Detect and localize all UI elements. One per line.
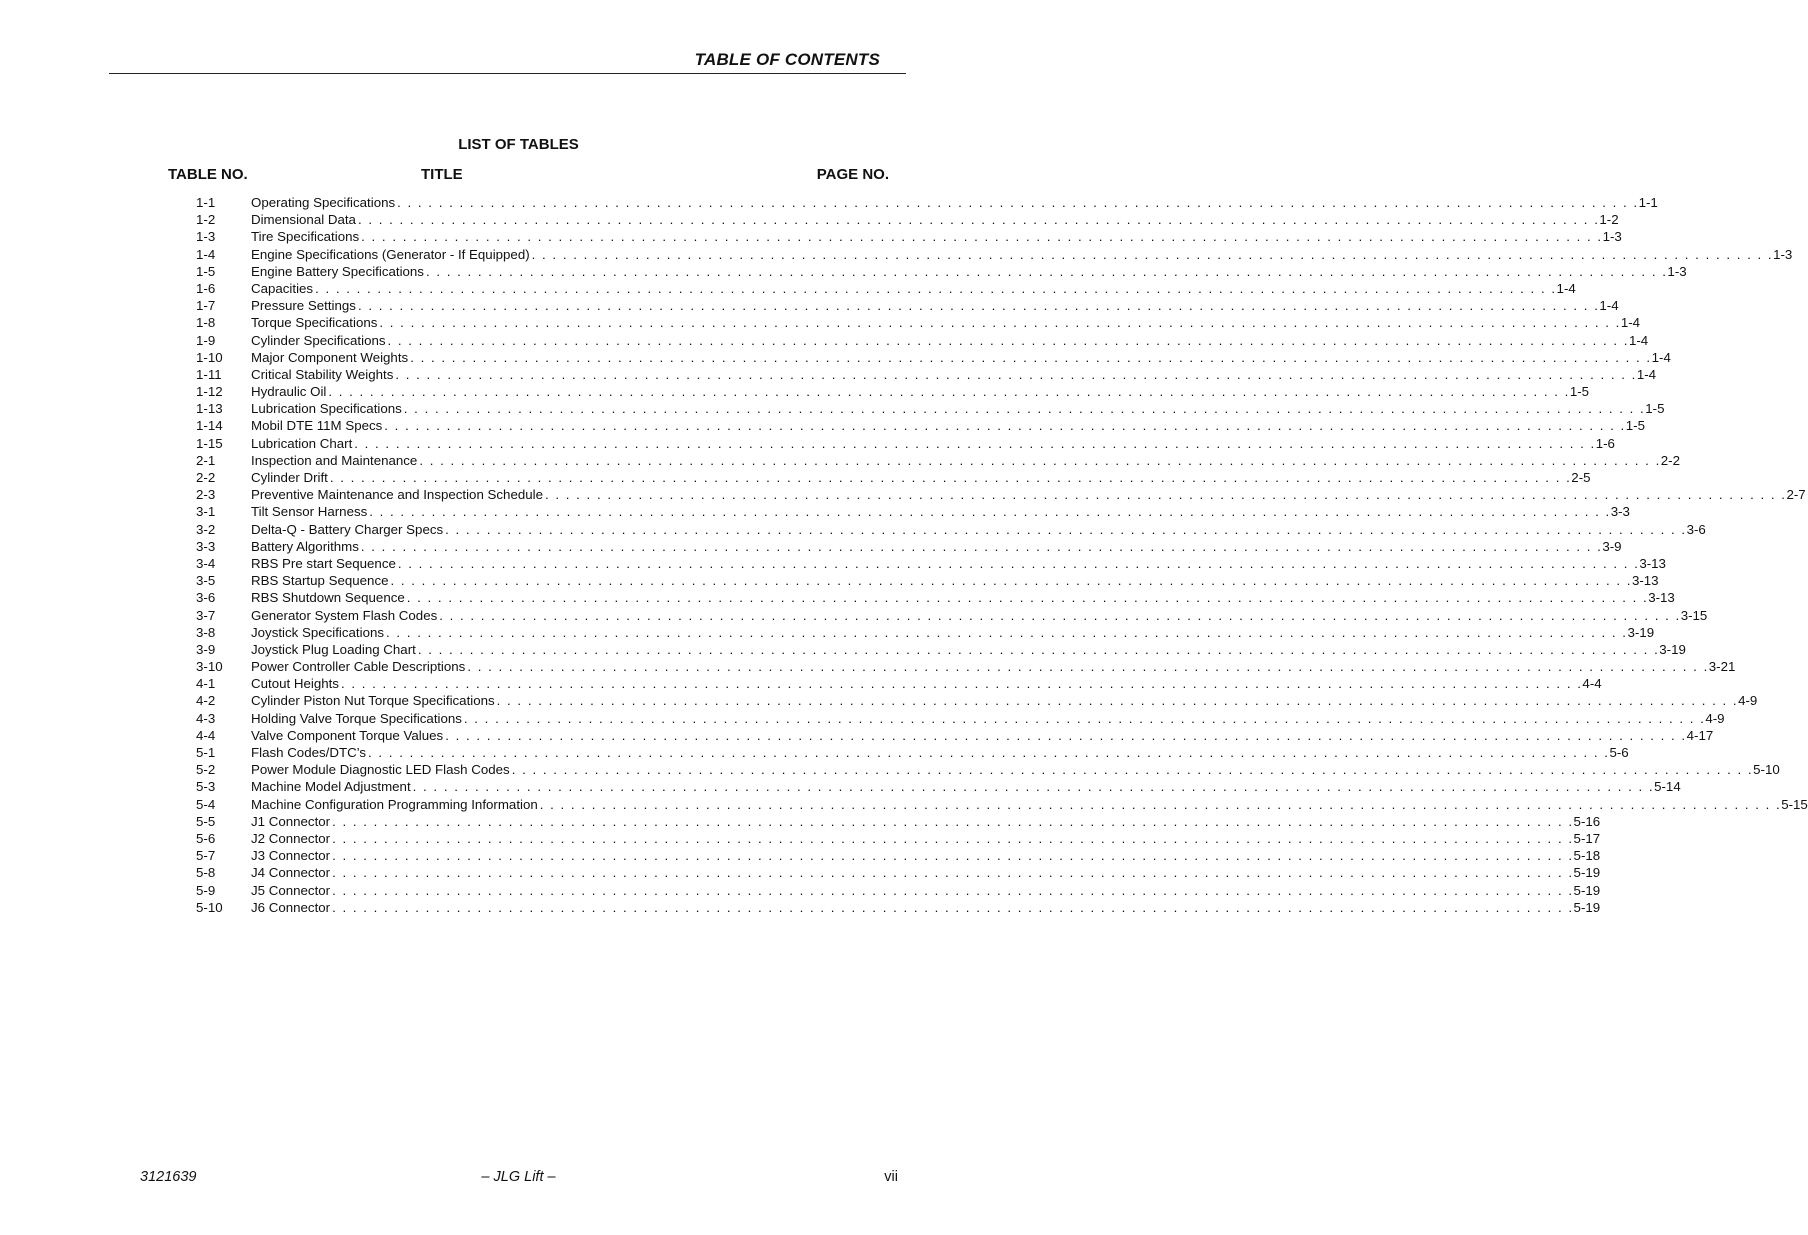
dot-leader: . . . . . . . . . . . . . . . . . . . . . . . . . . . . . . . . . . . . . . . . . . . . . . . . . . . . . . . . . . . . . . . . . . . . . . . . . . . . . . . . . . . . . . . . . . . . . . . . . . . . . . . . . . . . . . . . . . . . . . . . bbox=[369, 504, 1611, 520]
toc-line bbox=[251, 607, 1708, 624]
dot-leader: . . . . . . . . . . . . . . . . . . . . . . . . . . . . . . . . . . . . . . . . . . . . . . . . . . . . . . . . . . . . . . . . . . . . . . . . . . . . . . . . . . . . . . . . . . . . . . . . . . . . . . . . . . . . . . . . . . . . . . . . bbox=[390, 573, 1632, 589]
table-page: 1-6 bbox=[1595, 435, 1615, 451]
toc-line bbox=[251, 796, 1808, 813]
table-number: 1-10 bbox=[196, 349, 223, 365]
toc-line bbox=[251, 641, 1686, 658]
toc-line bbox=[251, 899, 1601, 916]
table-page: 3-19 bbox=[1627, 624, 1655, 640]
table-page: 5-16 bbox=[1573, 813, 1601, 829]
table-page: 5-10 bbox=[1753, 762, 1780, 778]
table-title: Engine Specifications (Generator - If Equipped) bbox=[251, 246, 530, 262]
toc-row[interactable] bbox=[0, 297, 1619, 314]
table-list bbox=[0, 194, 1808, 916]
dot-leader: . . . . . . . . . . . . . . . . . . . . . . . . . . . . . . . . . . . . . . . . . . . . . . . . . . . . . . . . . . . . . . . . . . . . . . . . . . . . . . . . . . . . . . . . . . . . . . . . . . . . . . . . . . . . . . . . . . . . . . . . bbox=[496, 693, 1739, 709]
toc-line bbox=[251, 555, 1666, 572]
table-number: 1-4 bbox=[196, 246, 216, 262]
table-title: Power Controller Cable Descriptions bbox=[251, 659, 466, 675]
table-number: 3-3 bbox=[196, 538, 216, 554]
toc-line bbox=[251, 521, 1706, 538]
dot-leader: . . . . . . . . . . . . . . . . . . . . . . . . . . . . . . . . . . . . . . . . . . . . . . . . . . . . . . . . . . . . . . . . . . . . . . . . . . . . . . . . . . . . . . . . . . . . . . . . . . . . . . . . . . . . . . . . . . . . . . . . bbox=[387, 332, 1629, 348]
toc-line bbox=[251, 572, 1659, 589]
toc-line bbox=[251, 761, 1780, 778]
toc-row[interactable] bbox=[0, 675, 1602, 692]
toc-row[interactable] bbox=[0, 383, 1590, 400]
toc-row[interactable] bbox=[0, 349, 1671, 366]
dot-leader: . . . . . . . . . . . . . . . . . . . . . . . . . . . . . . . . . . . . . . . . . . . . . . . . . . . . . . . . . . . . . . . . . . . . . . . . . . . . . . . . . . . . . . . . . . . . . . . . . . . . . . . . . . . . . . . . . . . . . . . . bbox=[395, 366, 1637, 382]
table-page: 3-13 bbox=[1648, 590, 1675, 606]
table-number: 3-5 bbox=[196, 573, 216, 589]
dot-leader: . . . . . . . . . . . . . . . . . . . . . . . . . . . . . . . . . . . . . . . . . . . . . . . . . . . . . . . . . . . . . . . . . . . . . . . . . . . . . . . . . . . . . . . . . . . . . . . . . . . . . . . . . . . . . . . . . . . . . . . . bbox=[412, 779, 1655, 795]
table-number: 5-9 bbox=[196, 882, 216, 898]
table-page: 1-4 bbox=[1628, 332, 1649, 348]
dot-leader: . . . . . . . . . . . . . . . . . . . . . . . . . . . . . . . . . . . . . . . . . . . . . . . . . . . . . . . . . . . . . . . . . . . . . . . . . . . . . . . . . . . . . . . . . . . . . . . . . . . . . . . . . . . . . . . . . . . . . . . . bbox=[368, 745, 1610, 760]
toc-row[interactable] bbox=[0, 761, 1780, 778]
toc-line bbox=[251, 469, 1591, 486]
toc-line bbox=[251, 744, 1629, 761]
toc-row[interactable] bbox=[0, 727, 1714, 744]
table-page: 2-2 bbox=[1660, 452, 1680, 468]
table-page: 1-5 bbox=[1645, 401, 1665, 417]
toc-row[interactable] bbox=[0, 710, 1725, 727]
table-title: Cylinder Piston Nut Torque Specifications bbox=[251, 693, 495, 709]
table-title: Machine Model Adjustment bbox=[251, 779, 411, 795]
dot-leader: . . . . . . . . . . . . . . . . . . . . . . . . . . . . . . . . . . . . . . . . . . . . . . . . . . . . . . . . . . . . . . . . . . . . . . . . . . . . . . . . . . . . . . . . . . . . . . . . . . . . . . . . . . . . . . . . . . . . . . . . bbox=[539, 796, 1782, 812]
table-number: 1-3 bbox=[196, 229, 216, 245]
toc-line bbox=[251, 452, 1680, 469]
toc-row[interactable] bbox=[0, 882, 1601, 899]
toc-row[interactable] bbox=[0, 796, 1808, 813]
dot-leader: . . . . . . . . . . . . . . . . . . . . . . . . . . . . . . . . . . . . . . . . . . . . . . . . . . . . . . . . . . . . . . . . . . . . . . . . . . . . . . . . . . . . . . . . . . . . . . . . . . . . . . . . . . . . . . . . . . . . . . . . bbox=[357, 212, 1600, 228]
header-title: TABLE OF CONTENTS bbox=[694, 50, 880, 69]
table-number: 5-2 bbox=[196, 762, 216, 778]
toc-line bbox=[251, 400, 1665, 417]
table-title: Cutout Heights bbox=[251, 676, 339, 692]
toc-line bbox=[251, 246, 1793, 263]
toc-row[interactable] bbox=[0, 263, 1687, 280]
table-page: 1-4 bbox=[1556, 280, 1576, 296]
toc-row[interactable] bbox=[0, 778, 1681, 795]
table-title: Joystick Plug Loading Chart bbox=[251, 641, 416, 657]
table-page: 5-19 bbox=[1573, 882, 1601, 898]
table-page: 5-14 bbox=[1654, 779, 1681, 795]
toc-row[interactable] bbox=[0, 211, 1619, 228]
dot-leader: . . . . . . . . . . . . . . . . . . . . . . . . . . . . . . . . . . . . . . . . . . . . . . . . . . . . . . . . . . . . . . . . . . . . . . . . . . . . . . . . . . . . . . . . . . . . . . . . . . . . . . . . . . . . . . . . . . . . . . . . bbox=[410, 349, 1652, 365]
table-page: 3-9 bbox=[1602, 538, 1622, 554]
toc-line bbox=[251, 864, 1601, 881]
table-title: Power Module Diagnostic LED Flash Codes bbox=[251, 762, 510, 778]
toc-line bbox=[251, 297, 1619, 314]
table-page: 1-2 bbox=[1599, 212, 1619, 228]
toc-row[interactable] bbox=[0, 486, 1806, 503]
toc-row[interactable] bbox=[0, 658, 1736, 675]
table-title: RBS Shutdown Sequence bbox=[251, 590, 405, 606]
toc-line bbox=[251, 830, 1601, 847]
table-page: 3-15 bbox=[1680, 607, 1708, 623]
column-header-page-no: PAGE NO. bbox=[816, 166, 889, 183]
footer-brand: – JLG Lift – bbox=[481, 1169, 556, 1185]
toc-row[interactable] bbox=[0, 503, 1630, 520]
dot-leader: . . . . . . . . . . . . . . . . . . . . . . . . . . . . . . . . . . . . . . . . . . . . . . . . . . . . . . . . . . . . . . . . . . . . . . . . . . . . . . . . . . . . . . . . . . . . . . . . . . . . . . . . . . . . . . . . . . . . . . . . bbox=[332, 882, 1574, 898]
toc-line bbox=[251, 710, 1725, 727]
table-page: 3-6 bbox=[1686, 521, 1706, 537]
table-number: 1-9 bbox=[196, 332, 216, 348]
table-title: Delta-Q - Battery Charger Specs bbox=[251, 521, 444, 537]
table-number: 3-4 bbox=[196, 555, 216, 571]
table-page: 1-4 bbox=[1636, 366, 1657, 382]
toc-line bbox=[251, 589, 1675, 606]
table-page: 3-13 bbox=[1639, 555, 1666, 571]
table-number: 4-4 bbox=[196, 727, 216, 743]
toc-line bbox=[251, 727, 1714, 744]
dot-leader: . . . . . . . . . . . . . . . . . . . . . . . . . . . . . . . . . . . . . . . . . . . . . . . . . . . . . . . . . . . . . . . . . . . . . . . . . . . . . . . . . . . . . . . . . . . . . . . . . . . . . . . . . . . . . . . . . . . . . . . . bbox=[328, 384, 1570, 400]
table-number: 1-13 bbox=[196, 401, 223, 417]
table-title: Generator System Flash Codes bbox=[251, 607, 438, 623]
table-number: 1-8 bbox=[196, 315, 216, 331]
dot-leader: . . . . . . . . . . . . . . . . . . . . . . . . . . . . . . . . . . . . . . . . . . . . . . . . . . . . . . . . . . . . . . . . . . . . . . . . . . . . . . . . . . . . . . . . . . . . . . . . . . . . . . . . . . . . . . . . . . . . . . . . bbox=[439, 607, 1681, 623]
table-page: 2-7 bbox=[1786, 487, 1806, 503]
toc-row[interactable] bbox=[0, 194, 1658, 211]
dot-leader: . . . . . . . . . . . . . . . . . . . . . . . . . . . . . . . . . . . . . . . . . . . . . . . . . . . . . . . . . . . . . . . . . . . . . . . . . . . . . . . . . . . . . . . . . . . . . . . . . . . . . . . . . . . . . . . . . . . . . . . . bbox=[332, 830, 1574, 846]
table-title: J6 Connector bbox=[251, 899, 331, 915]
table-number: 2-3 bbox=[196, 487, 216, 503]
dot-leader: . . . . . . . . . . . . . . . . . . . . . . . . . . . . . . . . . . . . . . . . . . . . . . . . . . . . . . . . . . . . . . . . . . . . . . . . . . . . . . . . . . . . . . . . . . . . . . . . . . . . . . . . . . . . . . . . . . . . . . . . bbox=[531, 246, 1774, 262]
table-page: 1-4 bbox=[1620, 315, 1641, 331]
table-number: 3-2 bbox=[196, 521, 216, 537]
table-page: 2-5 bbox=[1571, 470, 1591, 485]
toc-line bbox=[251, 675, 1602, 692]
dot-leader: . . . . . . . . . . . . . . . . . . . . . . . . . . . . . . . . . . . . . . . . . . . . . . . . . . . . . . . . . . . . . . . . . . . . . . . . . . . . . . . . . . . . . . . . . . . . . . . . . . . . . . . . . . . . . . . . . . . . . . . . bbox=[419, 452, 1661, 468]
toc-row[interactable] bbox=[0, 572, 1659, 589]
table-page: 1-4 bbox=[1599, 298, 1619, 314]
table-title: Tire Specifications bbox=[251, 229, 360, 245]
column-header-table-no: TABLE NO. bbox=[168, 166, 248, 183]
table-title: Valve Component Torque Values bbox=[251, 727, 444, 743]
table-title: J4 Connector bbox=[251, 865, 331, 881]
toc-line bbox=[251, 486, 1806, 503]
table-number: 5-6 bbox=[196, 830, 216, 846]
table-number: 1-15 bbox=[196, 435, 223, 451]
toc-line bbox=[251, 280, 1576, 297]
table-page: 5-6 bbox=[1609, 745, 1629, 760]
table-title: RBS Pre start Sequence bbox=[251, 555, 396, 571]
table-title: RBS Startup Sequence bbox=[251, 573, 389, 589]
table-title: Operating Specifications bbox=[251, 195, 396, 210]
dot-leader: . . . . . . . . . . . . . . . . . . . . . . . . . . . . . . . . . . . . . . . . . . . . . . . . . . . . . . . . . . . . . . . . . . . . . . . . . . . . . . . . . . . . . . . . . . . . . . . . . . . . . . . . . . . . . . . . . . . . . . . . bbox=[315, 280, 1557, 296]
dot-leader: . . . . . . . . . . . . . . . . . . . . . . . . . . . . . . . . . . . . . . . . . . . . . . . . . . . . . . . . . . . . . . . . . . . . . . . . . . . . . . . . . . . . . . . . . . . . . . . . . . . . . . . . . . . . . . . . . . . . . . . . bbox=[379, 315, 1621, 331]
toc-line bbox=[251, 692, 1758, 709]
toc-row[interactable] bbox=[0, 847, 1601, 864]
dot-leader: . . . . . . . . . . . . . . . . . . . . . . . . . . . . . . . . . . . . . . . . . . . . . . . . . . . . . . . . . . . . . . . . . . . . . . . . . . . . . . . . . . . . . . . . . . . . . . . . . . . . . . . . . . . . . . . . . . . . . . . . bbox=[357, 298, 1600, 314]
table-title: J2 Connector bbox=[251, 830, 331, 846]
table-title: Cylinder Specifications bbox=[251, 332, 386, 348]
toc-row[interactable] bbox=[0, 246, 1793, 263]
toc-row[interactable] bbox=[0, 830, 1601, 847]
table-number: 3-6 bbox=[196, 590, 216, 606]
toc-line bbox=[251, 332, 1649, 349]
table-number: 1-7 bbox=[196, 298, 216, 314]
dot-leader: . . . . . . . . . . . . . . . . . . . . . . . . . . . . . . . . . . . . . . . . . . . . . . . . . . . . . . . . . . . . . . . . . . . . . . . . . . . . . . . . . . . . . . . . . . . . . . . . . . . . . . . . . . . . . . . . . . . . . . . . bbox=[332, 899, 1574, 915]
table-title: Major Component Weights bbox=[251, 349, 409, 365]
table-title: Engine Battery Specifications bbox=[251, 263, 424, 279]
table-title: J3 Connector bbox=[251, 848, 331, 864]
table-page: 3-21 bbox=[1708, 659, 1736, 675]
table-page: 3-13 bbox=[1631, 573, 1659, 589]
table-number: 5-8 bbox=[196, 865, 216, 881]
table-number: 1-2 bbox=[196, 212, 216, 228]
table-page: 4-9 bbox=[1738, 693, 1758, 709]
table-number: 3-7 bbox=[196, 607, 216, 623]
toc-line bbox=[251, 847, 1601, 864]
dot-leader: . . . . . . . . . . . . . . . . . . . . . . . . . . . . . . . . . . . . . . . . . . . . . . . . . . . . . . . . . . . . . . . . . . . . . . . . . . . . . . . . . . . . . . . . . . . . . . . . . . . . . . . . . . . . . . . . . . . . . . . . bbox=[397, 195, 1639, 210]
document-number: 3121639 bbox=[140, 1169, 197, 1185]
column-header-title: TITLE bbox=[421, 166, 463, 183]
toc-line bbox=[251, 435, 1615, 452]
table-page: 4-17 bbox=[1686, 727, 1714, 743]
dot-leader: . . . . . . . . . . . . . . . . . . . . . . . . . . . . . . . . . . . . . . . . . . . . . . . . . . . . . . . . . . . . . . . . . . . . . . . . . . . . . . . . . . . . . . . . . . . . . . . . . . . . . . . . . . . . . . . . . . . . . . . . bbox=[445, 521, 1687, 537]
table-page: 1-3 bbox=[1773, 246, 1793, 262]
toc-row[interactable] bbox=[0, 452, 1680, 469]
table-number: 1-14 bbox=[196, 418, 223, 434]
dot-leader: . . . . . . . . . . . . . . . . . . . . . . . . . . . . . . . . . . . . . . . . . . . . . . . . . . . . . . . . . . . . . . . . . . . . . . . . . . . . . . . . . . . . . . . . . . . . . . . . . . . . . . . . . . . . . . . . . . . . . . . . bbox=[354, 435, 1596, 451]
dot-leader: . . . . . . . . . . . . . . . . . . . . . . . . . . . . . . . . . . . . . . . . . . . . . . . . . . . . . . . . . . . . . . . . . . . . . . . . . . . . . . . . . . . . . . . . . . . . . . . . . . . . . . . . . . . . . . . . . . . . . . . . bbox=[403, 401, 1646, 417]
table-title: J1 Connector bbox=[251, 813, 331, 829]
toc-row[interactable] bbox=[0, 469, 1591, 486]
table-title: Lubrication Specifications bbox=[251, 401, 402, 417]
table-number: 3-8 bbox=[196, 624, 216, 640]
toc-row[interactable] bbox=[0, 538, 1622, 555]
toc-line bbox=[251, 538, 1622, 555]
toc-line bbox=[251, 882, 1601, 899]
table-page: 1-5 bbox=[1625, 418, 1645, 434]
toc-row[interactable] bbox=[0, 366, 1657, 383]
table-number: 3-10 bbox=[196, 659, 223, 675]
list-title: LIST OF TABLES bbox=[458, 136, 579, 153]
table-number: 1-6 bbox=[196, 280, 216, 296]
table-page: 5-18 bbox=[1573, 848, 1601, 864]
table-page: 3-3 bbox=[1610, 504, 1630, 520]
toc-line bbox=[251, 194, 1658, 211]
table-number: 1-5 bbox=[196, 263, 216, 279]
dot-leader: . . . . . . . . . . . . . . . . . . . . . . . . . . . . . . . . . . . . . . . . . . . . . . . . . . . . . . . . . . . . . . . . . . . . . . . . . . . . . . . . . . . . . . . . . . . . . . . . . . . . . . . . . . . . . . . . . . . . . . . . bbox=[463, 710, 1706, 726]
table-title: Lubrication Chart bbox=[251, 435, 353, 451]
dot-leader: . . . . . . . . . . . . . . . . . . . . . . . . . . . . . . . . . . . . . . . . . . . . . . . . . . . . . . . . . . . . . . . . . . . . . . . . . . . . . . . . . . . . . . . . . . . . . . . . . . . . . . . . . . . . . . . . . . . . . . . . bbox=[406, 590, 1649, 606]
dot-leader: . . . . . . . . . . . . . . . . . . . . . . . . . . . . . . . . . . . . . . . . . . . . . . . . . . . . . . . . . . . . . . . . . . . . . . . . . . . . . . . . . . . . . . . . . . . . . . . . . . . . . . . . . . . . . . . . . . . . . . . . bbox=[511, 762, 1754, 778]
table-page: 1-3 bbox=[1667, 263, 1687, 279]
toc-row[interactable] bbox=[0, 864, 1601, 881]
table-page: 1-5 bbox=[1569, 384, 1590, 400]
dot-leader: . . . . . . . . . . . . . . . . . . . . . . . . . . . . . . . . . . . . . . . . . . . . . . . . . . . . . . . . . . . . . . . . . . . . . . . . . . . . . . . . . . . . . . . . . . . . . . . . . . . . . . . . . . . . . . . . . . . . . . . . bbox=[545, 487, 1787, 503]
toc-line bbox=[251, 314, 1641, 331]
table-page: 4-9 bbox=[1705, 710, 1725, 726]
table-number: 5-5 bbox=[196, 813, 216, 829]
toc-line bbox=[251, 263, 1687, 280]
toc-line bbox=[251, 624, 1655, 641]
table-page: 1-1 bbox=[1638, 195, 1658, 210]
dot-leader: . . . . . . . . . . . . . . . . . . . . . . . . . . . . . . . . . . . . . . . . . . . . . . . . . . . . . . . . . . . . . . . . . . . . . . . . . . . . . . . . . . . . . . . . . . . . . . . . . . . . . . . . . . . . . . . . . . . . . . . . bbox=[417, 641, 1660, 657]
table-page: 4-4 bbox=[1582, 676, 1602, 692]
toc-line bbox=[251, 417, 1645, 434]
toc-row[interactable] bbox=[0, 813, 1601, 830]
toc-row[interactable] bbox=[0, 899, 1601, 916]
toc-line bbox=[251, 813, 1601, 830]
table-title: Critical Stability Weights bbox=[251, 366, 394, 382]
table-title: Machine Configuration Programming Information bbox=[251, 796, 538, 812]
table-page: 5-19 bbox=[1573, 865, 1601, 881]
table-title: Preventive Maintenance and Inspection Schedule bbox=[251, 487, 543, 503]
table-number: 5-4 bbox=[196, 796, 216, 812]
dot-leader: . . . . . . . . . . . . . . . . . . . . . . . . . . . . . . . . . . . . . . . . . . . . . . . . . . . . . . . . . . . . . . . . . . . . . . . . . . . . . . . . . . . . . . . . . . . . . . . . . . . . . . . . . . . . . . . . . . . . . . . . bbox=[332, 813, 1574, 829]
dot-leader: . . . . . . . . . . . . . . . . . . . . . . . . . . . . . . . . . . . . . . . . . . . . . . . . . . . . . . . . . . . . . . . . . . . . . . . . . . . . . . . . . . . . . . . . . . . . . . . . . . . . . . . . . . . . . . . . . . . . . . . . bbox=[386, 624, 1628, 640]
dot-leader: . . . . . . . . . . . . . . . . . . . . . . . . . . . . . . . . . . . . . . . . . . . . . . . . . . . . . . . . . . . . . . . . . . . . . . . . . . . . . . . . . . . . . . . . . . . . . . . . . . . . . . . . . . . . . . . . . . . . . . . . bbox=[332, 865, 1574, 881]
toc-line bbox=[251, 366, 1657, 383]
table-number: 4-3 bbox=[196, 710, 216, 726]
dot-leader: . . . . . . . . . . . . . . . . . . . . . . . . . . . . . . . . . . . . . . . . . . . . . . . . . . . . . . . . . . . . . . . . . . . . . . . . . . . . . . . . . . . . . . . . . . . . . . . . . . . . . . . . . . . . . . . . . . . . . . . . bbox=[329, 470, 1572, 485]
toc-row[interactable] bbox=[0, 744, 1629, 761]
table-number: 2-1 bbox=[196, 452, 216, 468]
table-title: Dimensional Data bbox=[251, 212, 356, 228]
toc-row[interactable] bbox=[0, 555, 1666, 572]
toc-row[interactable] bbox=[0, 641, 1686, 658]
toc-line bbox=[251, 211, 1619, 228]
table-page: 1-4 bbox=[1651, 349, 1671, 365]
toc-row[interactable] bbox=[0, 435, 1615, 452]
table-number: 5-3 bbox=[196, 779, 216, 795]
table-page: 1-3 bbox=[1602, 229, 1622, 245]
table-page: 3-19 bbox=[1659, 641, 1686, 657]
toc-line bbox=[251, 383, 1590, 400]
table-number: 1-12 bbox=[196, 384, 223, 400]
table-title: Capacities bbox=[251, 280, 314, 296]
toc-line bbox=[251, 228, 1622, 245]
toc-line bbox=[251, 503, 1630, 520]
table-page: 5-17 bbox=[1573, 830, 1601, 846]
toc-row[interactable] bbox=[0, 332, 1649, 349]
table-number: 4-1 bbox=[196, 676, 216, 692]
header-divider bbox=[109, 73, 906, 74]
toc-row[interactable] bbox=[0, 228, 1622, 245]
table-number: 5-1 bbox=[196, 745, 216, 760]
table-title: Mobil DTE 11M Specs bbox=[251, 418, 383, 434]
table-title: Torque Specifications bbox=[251, 315, 378, 331]
toc-row[interactable] bbox=[0, 314, 1641, 331]
dot-leader: . . . . . . . . . . . . . . . . . . . . . . . . . . . . . . . . . . . . . . . . . . . . . . . . . . . . . . . . . . . . . . . . . . . . . . . . . . . . . . . . . . . . . . . . . . . . . . . . . . . . . . . . . . . . . . . . . . . . . . . . bbox=[340, 676, 1583, 692]
table-number: 2-2 bbox=[196, 470, 216, 485]
dot-leader: . . . . . . . . . . . . . . . . . . . . . . . . . . . . . . . . . . . . . . . . . . . . . . . . . . . . . . . . . . . . . . . . . . . . . . . . . . . . . . . . . . . . . . . . . . . . . . . . . . . . . . . . . . . . . . . . . . . . . . . . bbox=[384, 418, 1626, 434]
table-title: Hydraulic Oil bbox=[251, 384, 327, 400]
table-title: J5 Connector bbox=[251, 882, 331, 898]
table-title: Pressure Settings bbox=[251, 298, 356, 314]
table-number: 5-10 bbox=[196, 899, 223, 915]
dot-leader: . . . . . . . . . . . . . . . . . . . . . . . . . . . . . . . . . . . . . . . . . . . . . . . . . . . . . . . . . . . . . . . . . . . . . . . . . . . . . . . . . . . . . . . . . . . . . . . . . . . . . . . . . . . . . . . . . . . . . . . . bbox=[397, 555, 1640, 571]
toc-row[interactable] bbox=[0, 280, 1576, 297]
toc-row[interactable] bbox=[0, 624, 1655, 641]
table-number: 3-9 bbox=[196, 641, 216, 657]
dot-leader: . . . . . . . . . . . . . . . . . . . . . . . . . . . . . . . . . . . . . . . . . . . . . . . . . . . . . . . . . . . . . . . . . . . . . . . . . . . . . . . . . . . . . . . . . . . . . . . . . . . . . . . . . . . . . . . . . . . . . . . . bbox=[361, 229, 1603, 245]
dot-leader: . . . . . . . . . . . . . . . . . . . . . . . . . . . . . . . . . . . . . . . . . . . . . . . . . . . . . . . . . . . . . . . . . . . . . . . . . . . . . . . . . . . . . . . . . . . . . . . . . . . . . . . . . . . . . . . . . . . . . . . . bbox=[445, 727, 1687, 743]
dot-leader: . . . . . . . . . . . . . . . . . . . . . . . . . . . . . . . . . . . . . . . . . . . . . . . . . . . . . . . . . . . . . . . . . . . . . . . . . . . . . . . . . . . . . . . . . . . . . . . . . . . . . . . . . . . . . . . . . . . . . . . . bbox=[332, 848, 1574, 864]
table-title: Holding Valve Torque Specifications bbox=[251, 710, 462, 726]
toc-row[interactable] bbox=[0, 521, 1706, 538]
table-number: 1-11 bbox=[196, 366, 222, 382]
table-page: 5-15 bbox=[1781, 796, 1808, 812]
toc-line bbox=[251, 658, 1736, 675]
table-title: Cylinder Drift bbox=[251, 470, 328, 485]
table-title: Flash Codes/DTC’s bbox=[251, 745, 367, 760]
toc-row[interactable] bbox=[0, 417, 1645, 434]
table-number: 4-2 bbox=[196, 693, 216, 709]
table-title: Battery Algorithms bbox=[251, 538, 359, 554]
page-number: vii bbox=[884, 1169, 898, 1185]
dot-leader: . . . . . . . . . . . . . . . . . . . . . . . . . . . . . . . . . . . . . . . . . . . . . . . . . . . . . . . . . . . . . . . . . . . . . . . . . . . . . . . . . . . . . . . . . . . . . . . . . . . . . . . . . . . . . . . . . . . . . . . . bbox=[360, 538, 1603, 554]
table-title: Tilt Sensor Harness bbox=[251, 504, 368, 520]
toc-row[interactable] bbox=[0, 400, 1665, 417]
dot-leader: . . . . . . . . . . . . . . . . . . . . . . . . . . . . . . . . . . . . . . . . . . . . . . . . . . . . . . . . . . . . . . . . . . . . . . . . . . . . . . . . . . . . . . . . . . . . . . . . . . . . . . . . . . . . . . . . . . . . . . . . bbox=[425, 263, 1668, 279]
dot-leader: . . . . . . . . . . . . . . . . . . . . . . . . . . . . . . . . . . . . . . . . . . . . . . . . . . . . . . . . . . . . . . . . . . . . . . . . . . . . . . . . . . . . . . . . . . . . . . . . . . . . . . . . . . . . . . . . . . . . . . . . bbox=[467, 659, 1709, 675]
table-title: Joystick Specifications bbox=[251, 624, 385, 640]
toc-row[interactable] bbox=[0, 692, 1758, 709]
toc-row[interactable] bbox=[0, 589, 1675, 606]
toc-row[interactable] bbox=[0, 607, 1708, 624]
table-page: 5-19 bbox=[1573, 899, 1601, 915]
table-number: 3-1 bbox=[196, 504, 216, 520]
table-number: 5-7 bbox=[196, 848, 216, 864]
table-number: 1-1 bbox=[196, 195, 216, 210]
table-title: Inspection and Maintenance bbox=[251, 452, 418, 468]
toc-line bbox=[251, 349, 1671, 366]
toc-line bbox=[251, 778, 1681, 795]
